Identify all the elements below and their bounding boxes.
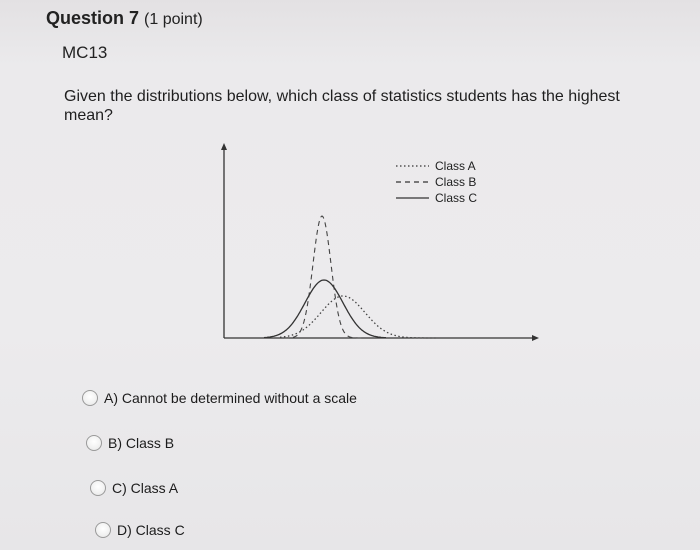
question-prompt: Given the distributions below, which class of statistics students has the highest mean? — [64, 88, 620, 124]
curve-class-b — [284, 216, 364, 338]
question-header — [46, 8, 203, 29]
option-c[interactable] — [90, 480, 178, 496]
legend-label-class-c: Class C — [435, 191, 478, 205]
option-a[interactable] — [82, 390, 357, 406]
option-b-text: Class B — [125, 435, 175, 451]
distribution-chart — [200, 140, 560, 355]
option-a-key: A) — [104, 390, 118, 406]
option-d-key: D) — [117, 522, 132, 538]
option-c-label — [112, 480, 178, 496]
option-c-radio[interactable] — [90, 480, 106, 496]
curve-class-c — [264, 280, 386, 338]
chart-legend — [396, 159, 477, 205]
legend-label-class-a: Class A — [435, 159, 476, 173]
option-d[interactable] — [95, 522, 185, 538]
option-c-key: C) — [112, 480, 127, 496]
question-title: Question 7 — [46, 8, 140, 28]
question-points: (1 point) — [144, 11, 203, 28]
option-b-key: B) — [108, 435, 122, 451]
option-a-radio[interactable] — [82, 390, 98, 406]
option-d-radio[interactable] — [95, 522, 111, 538]
option-b-radio[interactable] — [86, 435, 102, 451]
legend-label-class-b: Class B — [435, 175, 477, 189]
y-axis-arrow — [221, 143, 227, 150]
option-a-label — [104, 390, 357, 406]
option-d-text: Class C — [135, 522, 185, 538]
option-c-text: Class A — [130, 480, 179, 496]
x-axis-arrow — [532, 335, 539, 341]
option-b-label — [108, 435, 174, 451]
option-d-label — [117, 522, 185, 538]
option-b[interactable] — [86, 435, 174, 451]
question-code: MC13 — [62, 43, 108, 62]
curve-class-a — [280, 296, 436, 338]
option-a-text: Cannot be determined without a scale — [121, 390, 357, 406]
